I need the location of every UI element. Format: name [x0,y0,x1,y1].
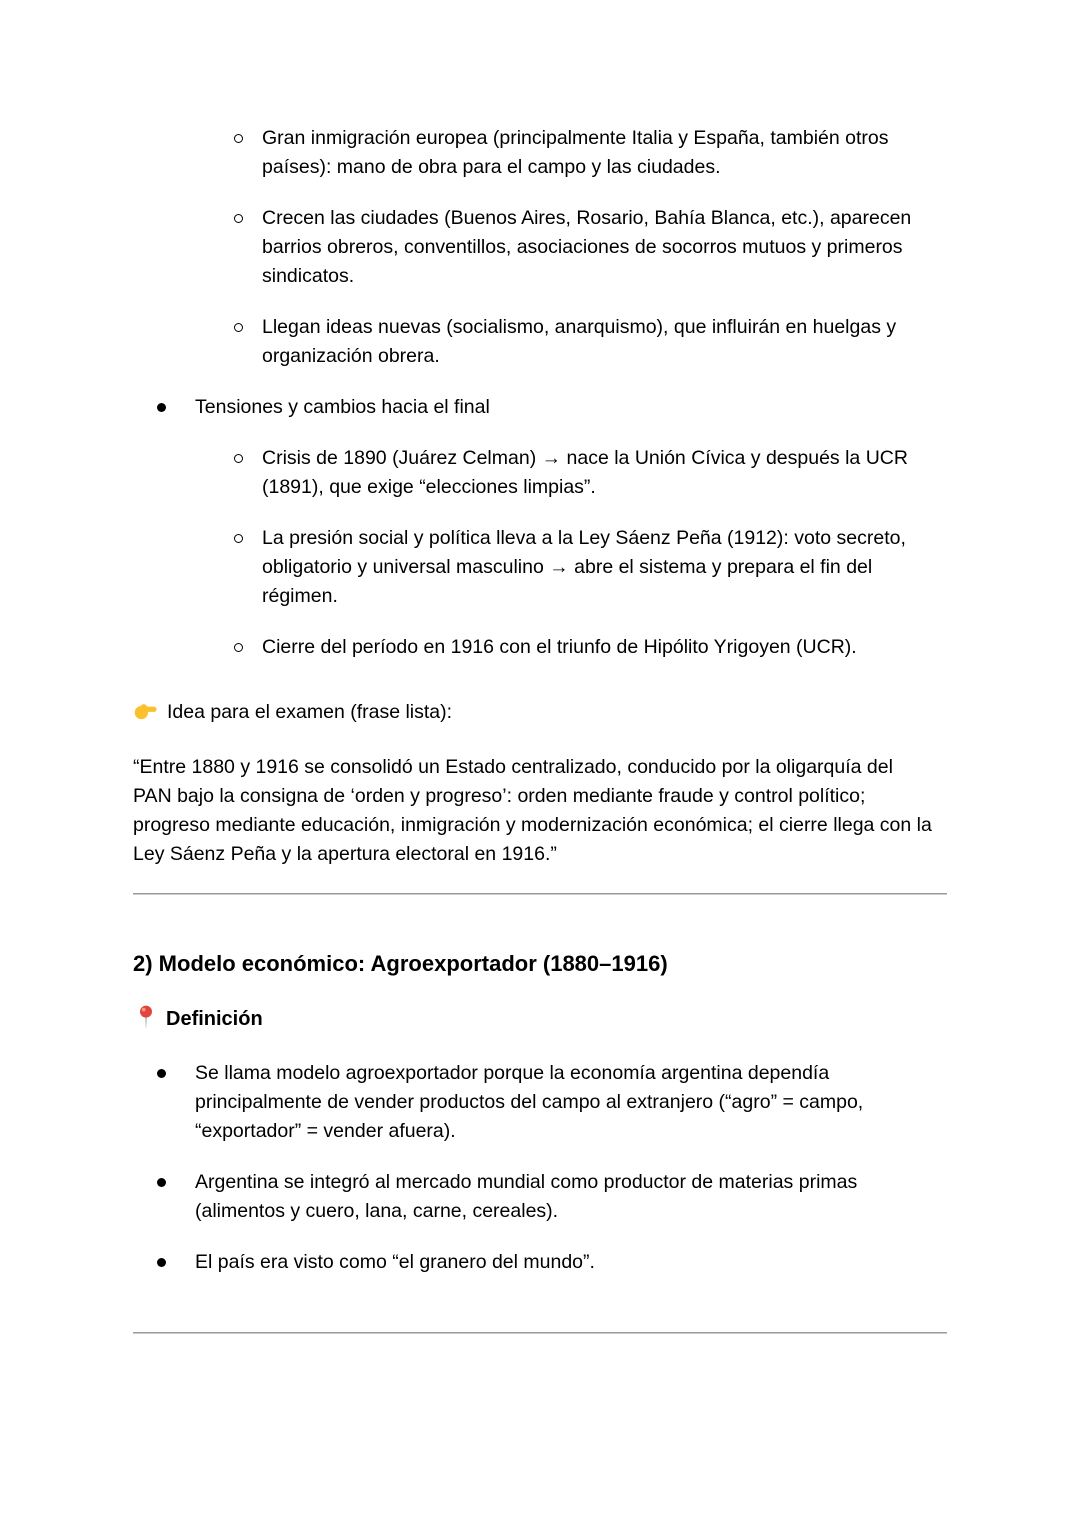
list-item [133,444,947,502]
definition-heading-label: Definición [166,1008,263,1030]
list-item [133,633,947,662]
definition-heading [133,1004,947,1034]
list-item-text: Tensiones y cambios hacia el final [195,396,490,418]
list-item [133,393,947,422]
list-item [133,524,947,611]
bullet-circle-icon [234,534,243,543]
pointing-finger-icon [133,698,158,723]
exam-tip-label: Idea para el examen (frase lista): [167,701,453,723]
list-item [133,124,947,182]
bullet-circle-icon [234,454,243,463]
list-item [133,1168,947,1226]
list-item [133,1059,947,1146]
bullet-disc-icon [157,1258,166,1267]
list-item-text: Gran inmigración europea (principalmente Italia y España, también otros países): mano de obra para el campo y las ciudades. [262,127,889,178]
list-item-text: El país era visto como “el granero del mundo”. [195,1251,595,1273]
list-item [133,313,947,371]
section-heading: 2) Modelo económico: Agroexportador (1880–1916) [133,951,668,976]
list-item-text: Cierre del período en 1916 con el triunfo de Hipólito Yrigoyen (UCR). [262,636,857,658]
pushpin-icon [133,1004,159,1030]
bullet-circle-icon [234,134,243,143]
list-item-text: Crisis de 1890 (Juárez Celman) → nace la Unión Cívica y después la UCR (1891), que exige “elecciones limpias”. [262,447,908,498]
list-item-text: Argentina se integró al mercado mundial como productor de materias primas (alimentos y cuero, lana, carne, cereales). [195,1171,858,1222]
list-item-text: La presión social y política lleva a la Ley Sáenz Peña (1912): voto secreto, obligatorio y universal masculino → abre el sistema y prepara el fin del régimen. [262,527,906,607]
exam-tip [133,698,947,727]
bullet-disc-icon [157,1069,166,1078]
horizontal-divider [133,893,947,895]
list-item-text: Se llama modelo agroexportador porque la economía argentina dependía principalmente de vender productos del campo al extranjero (“agro” = campo, “exportador” = vender afuera). [195,1062,864,1142]
horizontal-divider [133,1332,947,1334]
list-item [133,204,947,291]
bullet-circle-icon [234,214,243,223]
list-item-text: Llegan ideas nuevas (socialismo, anarquismo), que influirán en huelgas y organización obrera. [262,316,897,367]
bullet-disc-icon [157,403,166,412]
bullet-circle-icon [234,323,243,332]
list-item [133,1248,947,1277]
bullet-circle-icon [234,643,243,652]
list-item-text: Crecen las ciudades (Buenos Aires, Rosario, Bahía Blanca, etc.), aparecen barrios obreros, conventillos, asociaciones de socorros mutuos y primeros sindicatos. [262,207,912,287]
exam-quote: “Entre 1880 y 1916 se consolidó un Estado centralizado, conducido por la oligarquía del PAN bajo la consigna de ‘orden y progreso’: orden mediante fraude y control político; progreso mediante educación, inmigración y modernización económica; el cierre llega con la Ley Sáenz Peña y la apertura electoral en 1916.” [133,756,932,865]
definition-list [133,1059,947,1277]
bullet-disc-icon [157,1178,166,1187]
